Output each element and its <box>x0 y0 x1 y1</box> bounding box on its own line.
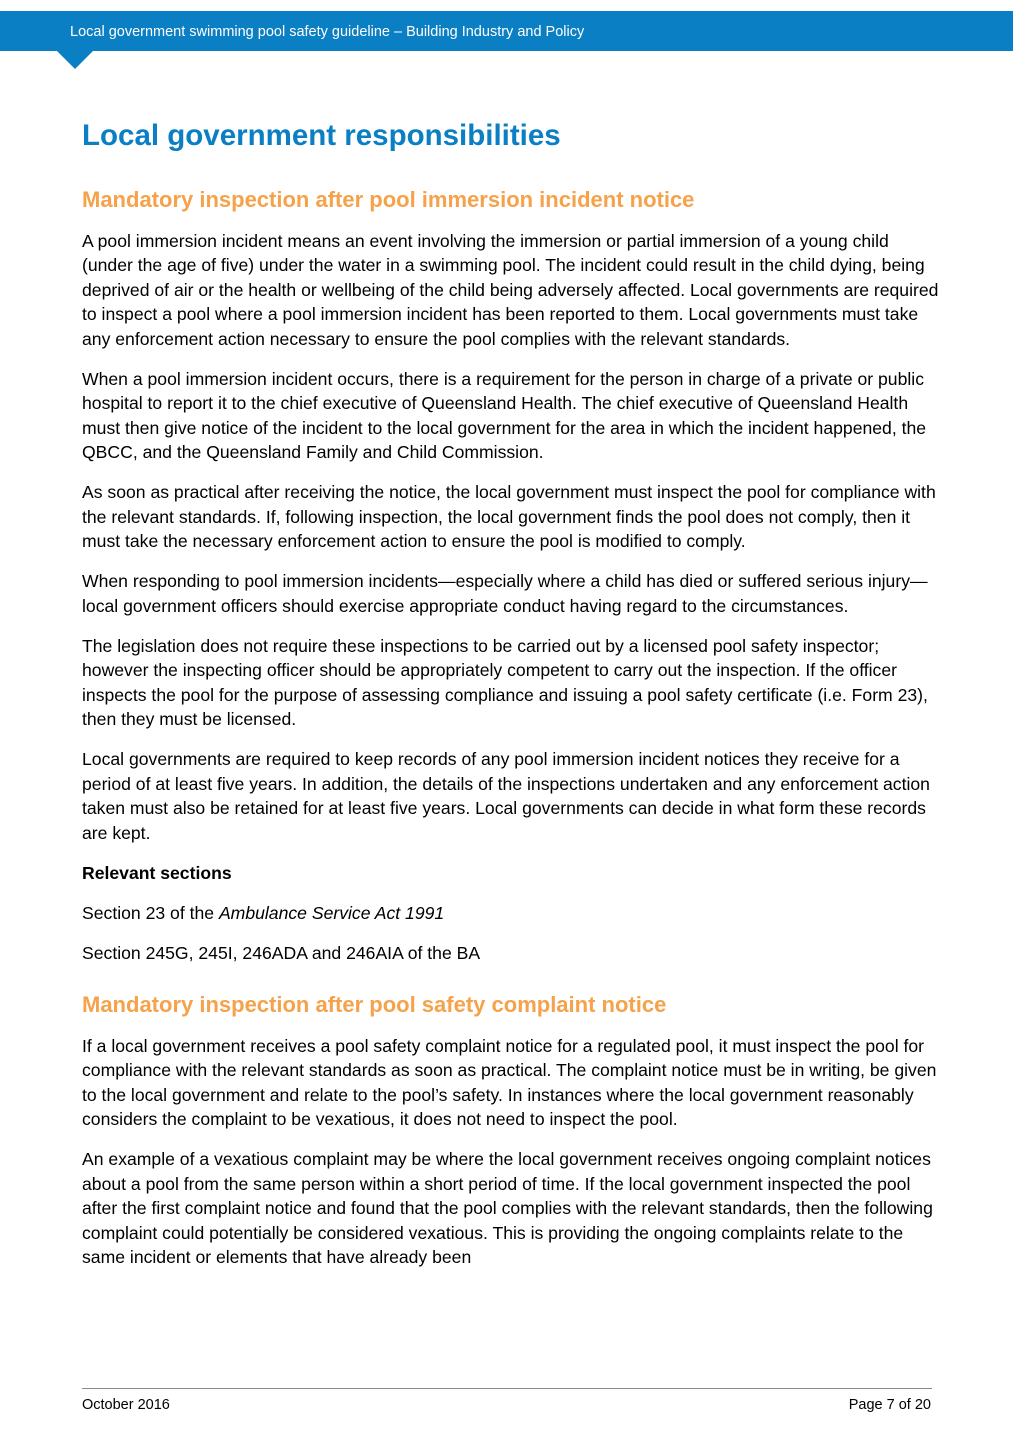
paragraph: Local governments are required to keep records of any pool immersion incident notices they receive for a period of at least five years. In addition, the details of the inspections undertaken and any enforcement action taken must also be retained for at least five years. Local governments can decide in what form these records are kept. <box>82 749 930 843</box>
document-header-title: Local government swimming pool safety guideline – Building Industry and Policy <box>70 24 585 40</box>
paragraph: An example of a vexatious complaint may be where the local government receives ongoing complaint notices about a pool from the same person within a short period of time. If the local government inspected the pool after the first complaint notice and found that the pool complies with the relevant standards, then the following complaint could potentially be considered vexatious. This is providing the ongoing complaints relate to the same incident or elements that have already been <box>82 1149 933 1268</box>
paragraph: A pool immersion incident means an event involving the immersion or partial immersion of a young child (under the age of five) under the water in a swimming pool. The incident could result in the child dying, being deprived of air or the health or wellbeing of the child being adversely affected. Local governments are required to inspect a pool where a pool immersion incident has been reported to them. Local governments must take any enforcement action necessary to ensure the pool complies with the relevant standards. <box>82 230 939 349</box>
header-tab-notch <box>57 51 93 69</box>
relevant-section-prefix: Section 23 of the <box>82 902 219 923</box>
section-heading-complaint-notice: Mandatory inspection after pool safety complaint notice <box>82 992 667 1018</box>
paragraph: When a pool immersion incident occurs, there is a requirement for the person in charge of a private or public hospital to report it to the chief executive of Queensland Health. The chief executive of Queensland Health must then give notice of the incident to the local government for the area in which the incident happened, the QBCC, and the Queensland Family and Child Commission. <box>82 368 927 463</box>
footer-page-number: Page 7 of 20 <box>848 1397 931 1413</box>
page-content <box>82 118 942 1285</box>
footer-date: October 2016 <box>82 1397 170 1413</box>
paragraph: As soon as practical after receiving the notice, the local government must inspect the pool for compliance with the relevant standards. If, following inspection, the local government finds the pool does not comply, then it must take the necessary enforcement action to ensure the pool is modified to comply. <box>82 482 936 552</box>
paragraph: The legislation does not require these inspections to be carried out by a licensed pool safety inspector; however the inspecting officer should be appropriately competent to carry out the inspection. If the officer inspects the pool for the purpose of assessing compliance and issuing a pool safety certificate (i.e. Form 23), then they must be licensed. <box>82 635 928 730</box>
footer-divider <box>82 1388 932 1389</box>
paragraph: If a local government receives a pool safety complaint notice for a regulated pool, it must inspect the pool for compliance with the relevant standards as soon as practical. The complaint notice must be in writing, be given to the local government and relate to the pool’s safety. In instances where the local government reasonably considers the complaint to be vexatious, it does not need to inspect the pool. <box>82 1035 937 1130</box>
paragraph: When responding to pool immersion incidents—especially where a child has died or suffered serious injury—local government officers should exercise appropriate conduct having regard to the circumstances. <box>82 571 928 616</box>
act-title: Ambulance Service Act 1991 <box>218 902 445 923</box>
section-heading-immersion-incident: Mandatory inspection after pool immersion incident notice <box>82 187 695 213</box>
relevant-sections-label: Relevant sections <box>82 862 232 883</box>
relevant-section-ba: Section 245G, 245I, 246ADA and 246AIA of the BA <box>82 942 481 963</box>
page-title: Local government responsibilities <box>82 119 561 152</box>
relevant-section-ambulance-act <box>82 901 942 926</box>
header-bar <box>0 11 1013 51</box>
